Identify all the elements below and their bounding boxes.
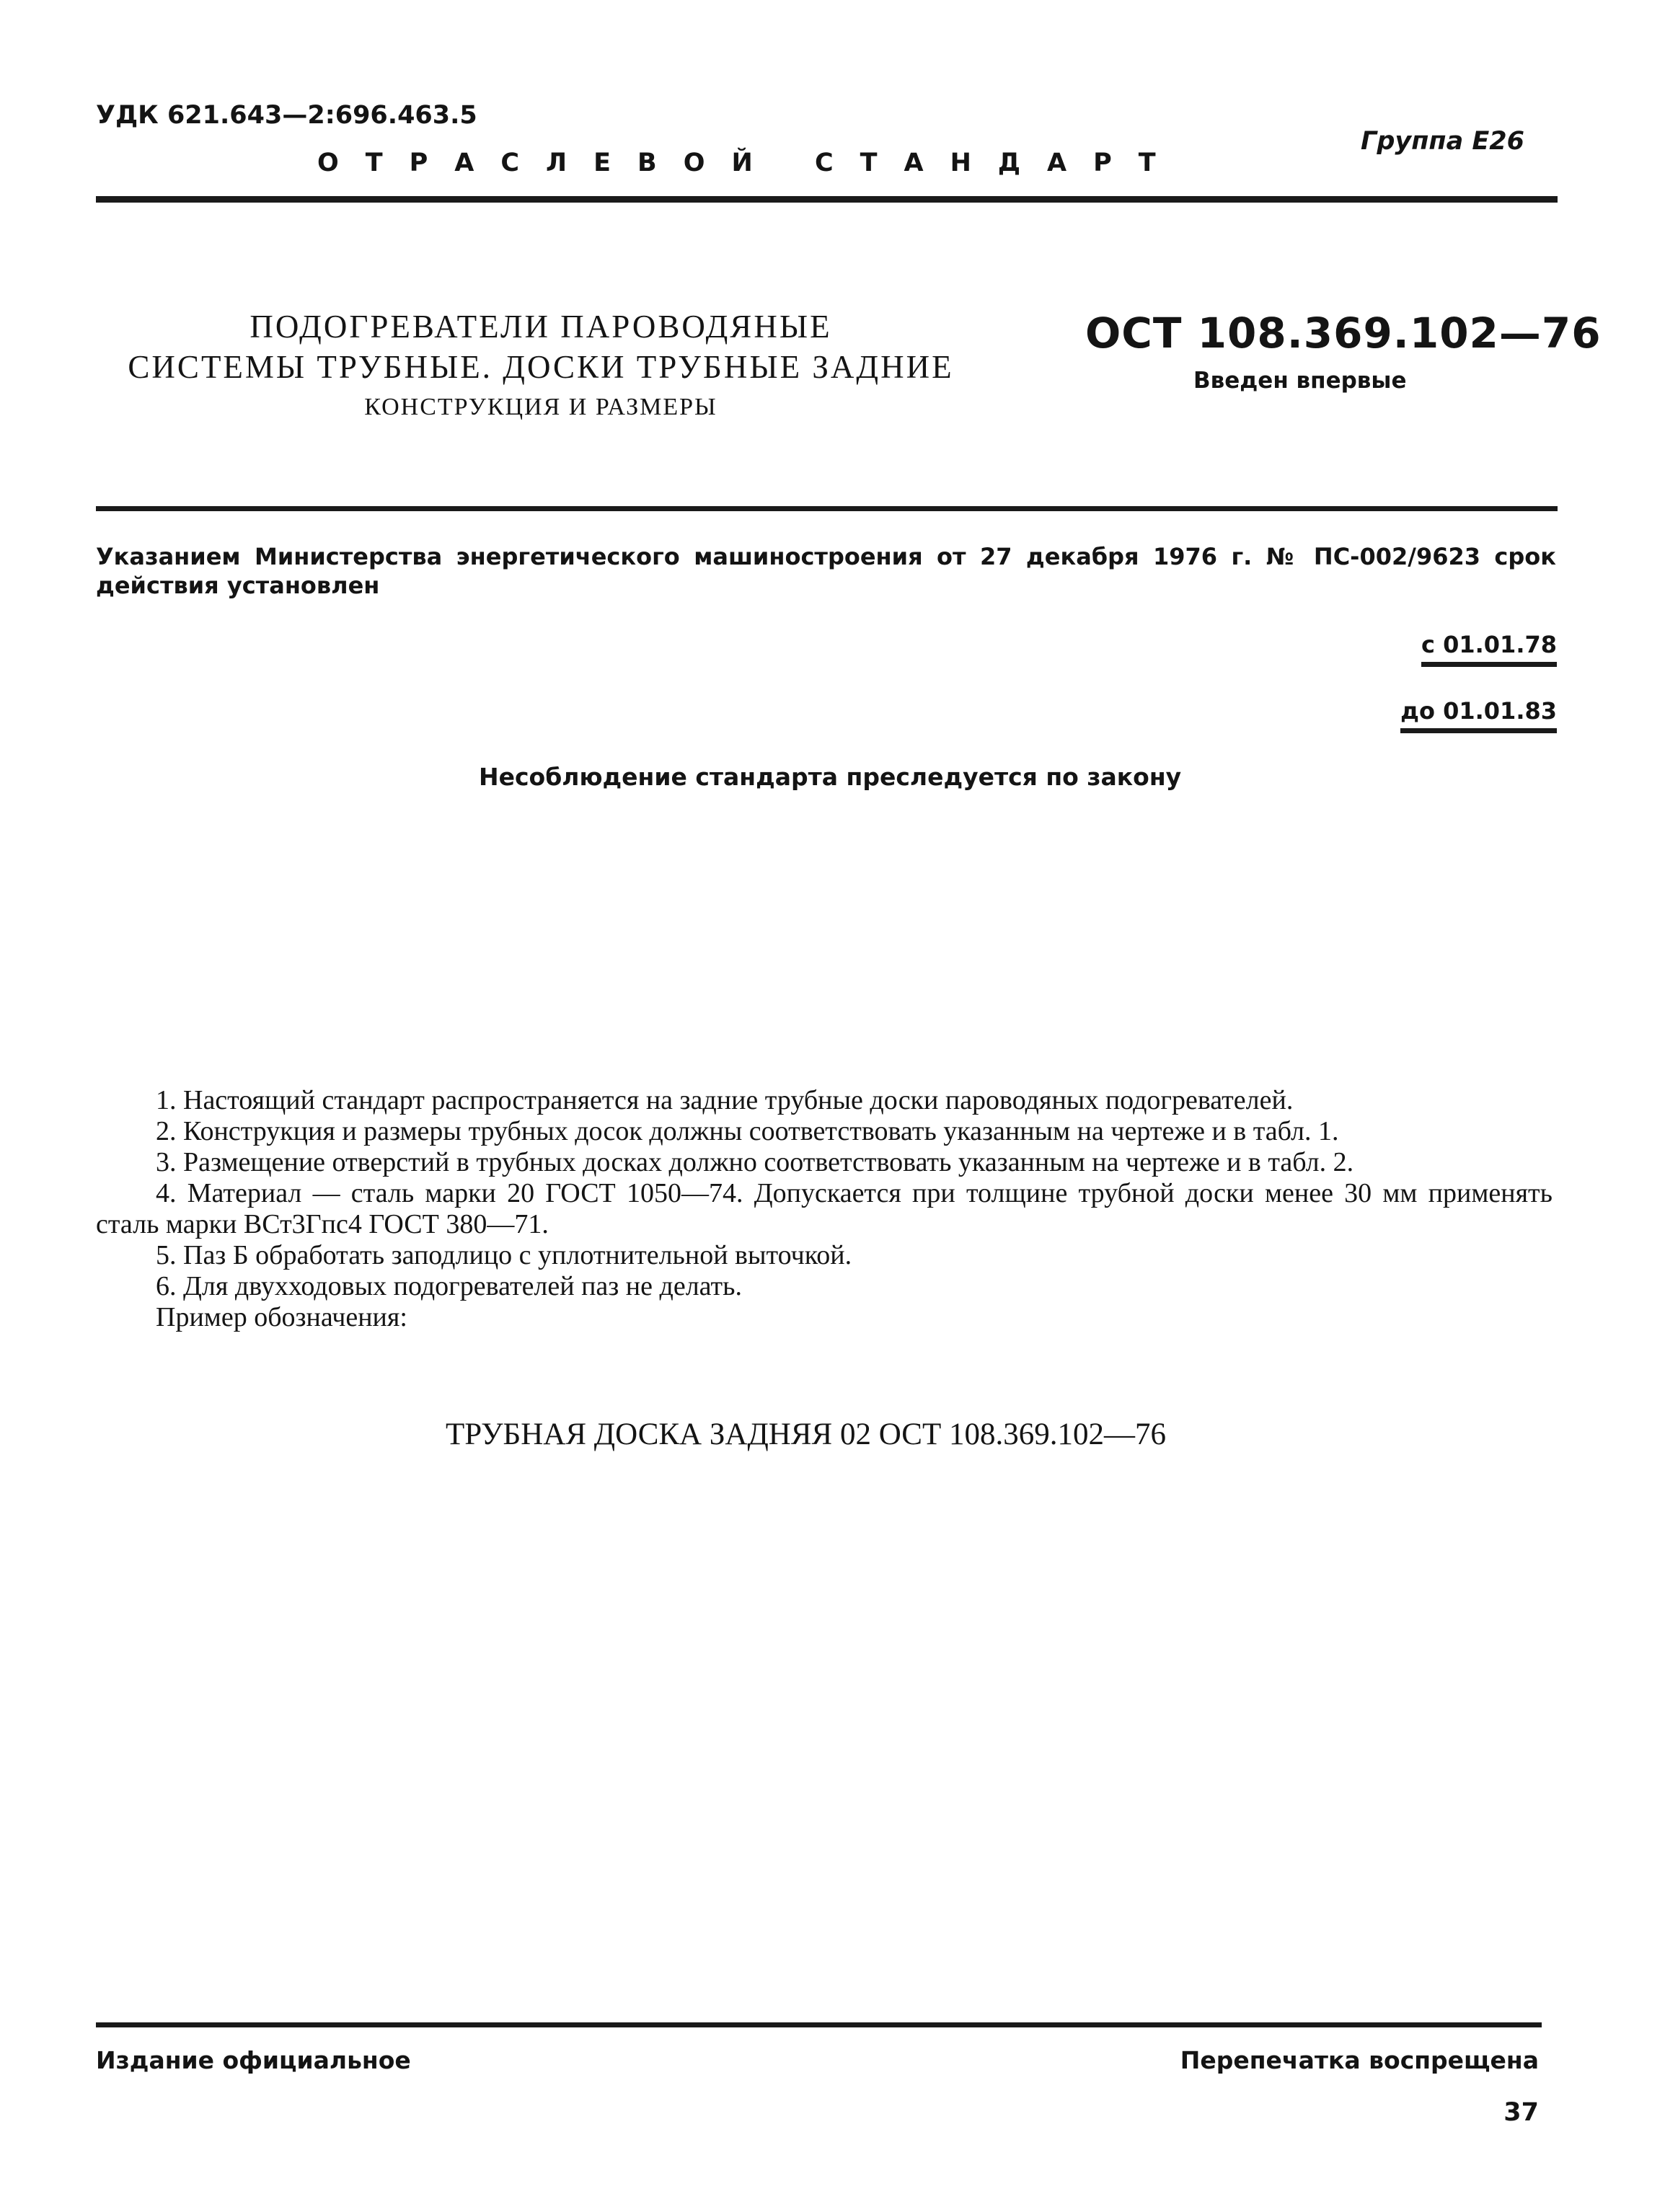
body-text <box>96 1085 1553 1333</box>
clause-2: 2. Конструкция и размеры трубных досок должны соответствовать указанным на чертеже и в табл. 1. <box>156 1116 1339 1146</box>
example-label: Пример обозначения: <box>156 1302 407 1332</box>
group-code: Группа Е26 <box>1361 127 1524 156</box>
header-divider <box>96 506 1558 511</box>
clause-5: 5. Паз Б обработать заподлицо с уплотнительной выточкой. <box>156 1240 852 1270</box>
udk-code: УДК 621.643—2:696.463.5 <box>96 101 477 130</box>
validity-end-date: до 01.01.83 <box>1400 697 1557 733</box>
introduced-note: Введен впервые <box>1193 368 1407 394</box>
title-line-2: СИСТЕМЫ ТРУБНЫЕ. ДОСКИ ТРУБНЫЕ ЗАДНИЕ <box>128 349 954 385</box>
footer-divider <box>96 2022 1542 2027</box>
clause-3: 3. Размещение отверстий в трубных досках должно соответствовать указанным на чертеже и в табл. 2. <box>156 1147 1354 1177</box>
clause-1: 1. Настоящий стандарт распространяется на задние трубные доски пароводяных подогревателей. <box>156 1085 1294 1115</box>
page-number: 37 <box>1503 2098 1539 2127</box>
clause-4: 4. Материал — сталь марки 20 ГОСТ 1050—74. Допускается при толщине трубной доски менее 30 мм применять сталь марки ВСт3Гпс4 ГОСТ 380—71. <box>96 1178 1553 1239</box>
document-title <box>108 306 973 425</box>
legal-notice: Несоблюдение стандарта преследуется по закону <box>479 763 1182 791</box>
standard-code: ОСТ 108.369.102—76 <box>1085 309 1602 358</box>
edition-note: Издание официальное <box>96 2046 411 2074</box>
clause-6: 6. Для двухходовых подогревателей паз не делать. <box>156 1271 742 1301</box>
designation-example: ТРУБНАЯ ДОСКА ЗАДНЯЯ 02 ОСТ 108.369.102—76 <box>446 1417 1166 1451</box>
decree-text: Указанием Министерства энергетического машиностроения от 27 декабря 1976 г. № ПС-002/9623 срок действия установлен <box>96 543 1556 599</box>
title-line-1: ПОДОГРЕВАТЕЛИ ПАРОВОДЯНЫЕ <box>249 309 832 345</box>
standard-type-banner: ОТРАСЛЕВОЙ СТАНДАРТ <box>317 149 1183 177</box>
top-divider <box>96 196 1558 203</box>
reprint-note: Перепечатка воспрещена <box>1180 2046 1539 2074</box>
validity-start-date: с 01.01.78 <box>1421 631 1557 667</box>
title-line-3: КОНСТРУКЦИЯ И РАЗМЕРЫ <box>364 394 717 420</box>
